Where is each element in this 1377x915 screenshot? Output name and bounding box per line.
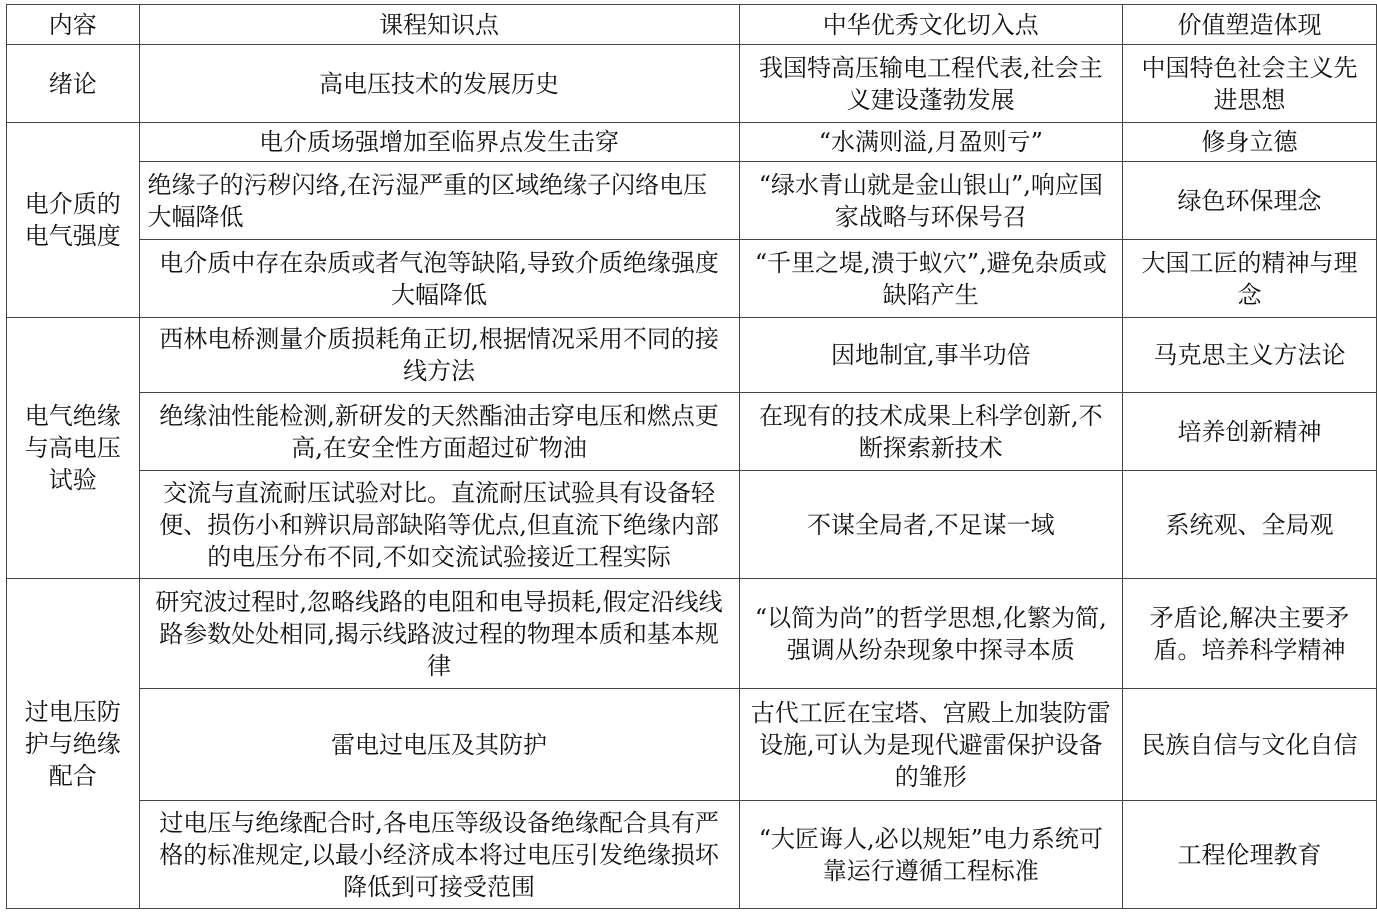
table-row xyxy=(7,45,1377,123)
table-row xyxy=(7,240,1377,318)
header-knowledge-point: 课程知识点 xyxy=(139,5,739,45)
value-cell: 工程伦理教育 xyxy=(1122,801,1376,909)
value-cell: 培养创新精神 xyxy=(1122,393,1376,471)
culture-cell: 我国特高压输电工程代表,社会主义建设蓬勃发展 xyxy=(739,45,1122,123)
value-cell: 民族自信与文化自信 xyxy=(1122,689,1376,801)
culture-cell: “千里之堤,溃于蚁穴”,避免杂质或缺陷产生 xyxy=(739,240,1122,318)
header-content: 内容 xyxy=(7,5,140,45)
knowledge-cell: 交流与直流耐压试验对比。直流耐压试验具有设备轻便、损伤小和辨识局部缺陷等优点,但直流下绝缘内部的电压分布不同,不如交流试验接近工程实际 xyxy=(139,471,739,579)
value-cell: 马克思主义方法论 xyxy=(1122,318,1376,393)
curriculum-table xyxy=(6,4,1377,909)
table-row xyxy=(7,471,1377,579)
section-label: 绪论 xyxy=(7,45,140,123)
culture-cell: “大匠诲人,必以规矩”电力系统可靠运行遵循工程标准 xyxy=(739,801,1122,909)
culture-cell: 在现有的技术成果上科学创新,不断探索新技术 xyxy=(739,393,1122,471)
knowledge-cell: 雷电过电压及其防护 xyxy=(139,689,739,801)
section-label: 过电压防护与绝缘配合 xyxy=(7,579,140,909)
value-cell: 修身立德 xyxy=(1122,123,1376,162)
header-culture-entry: 中华优秀文化切入点 xyxy=(739,5,1122,45)
value-cell: 中国特色社会主义先进思想 xyxy=(1122,45,1376,123)
table-row xyxy=(7,689,1377,801)
table-row xyxy=(7,801,1377,909)
value-cell: 大国工匠的精神与理念 xyxy=(1122,240,1376,318)
knowledge-cell: 绝缘油性能检测,新研发的天然酯油击穿电压和燃点更高,在安全性方面超过矿物油 xyxy=(139,393,739,471)
culture-cell: “绿水青山就是金山银山”,响应国家战略与环保号召 xyxy=(739,162,1122,240)
knowledge-cell: 电介质场强增加至临界点发生击穿 xyxy=(139,123,739,162)
header-row xyxy=(7,5,1377,45)
value-cell: 绿色环保理念 xyxy=(1122,162,1376,240)
table-row xyxy=(7,123,1377,162)
section-label: 电介质的电气强度 xyxy=(7,123,140,318)
culture-cell: “水满则溢,月盈则亏” xyxy=(739,123,1122,162)
culture-cell: 不谋全局者,不足谋一域 xyxy=(739,471,1122,579)
knowledge-cell: 电介质中存在杂质或者气泡等缺陷,导致介质绝缘强度大幅降低 xyxy=(139,240,739,318)
table-row xyxy=(7,393,1377,471)
knowledge-cell: 绝缘子的污秽闪络,在污湿严重的区域绝缘子闪络电压大幅降低 xyxy=(139,162,739,240)
header-value-shaping: 价值塑造体现 xyxy=(1122,5,1376,45)
knowledge-cell: 西林电桥测量介质损耗角正切,根据情况采用不同的接线方法 xyxy=(139,318,739,393)
culture-cell: “以简为尚”的哲学思想,化繁为简,强调从纷杂现象中探寻本质 xyxy=(739,579,1122,689)
culture-cell: 因地制宜,事半功倍 xyxy=(739,318,1122,393)
culture-cell: 古代工匠在宝塔、宫殿上加装防雷设施,可认为是现代避雷保护设备的雏形 xyxy=(739,689,1122,801)
knowledge-cell: 过电压与绝缘配合时,各电压等级设备绝缘配合具有严格的标准规定,以最小经济成本将过电压引发绝缘损坏降低到可接受范围 xyxy=(139,801,739,909)
table-row xyxy=(7,579,1377,689)
value-cell: 矛盾论,解决主要矛盾。培养科学精神 xyxy=(1122,579,1376,689)
section-label: 电气绝缘与高电压试验 xyxy=(7,318,140,579)
knowledge-cell: 高电压技术的发展历史 xyxy=(139,45,739,123)
table-row xyxy=(7,318,1377,393)
knowledge-cell: 研究波过程时,忽略线路的电阻和电导损耗,假定沿线线路参数处处相同,揭示线路波过程的物理本质和基本规律 xyxy=(139,579,739,689)
table-row xyxy=(7,162,1377,240)
value-cell: 系统观、全局观 xyxy=(1122,471,1376,579)
